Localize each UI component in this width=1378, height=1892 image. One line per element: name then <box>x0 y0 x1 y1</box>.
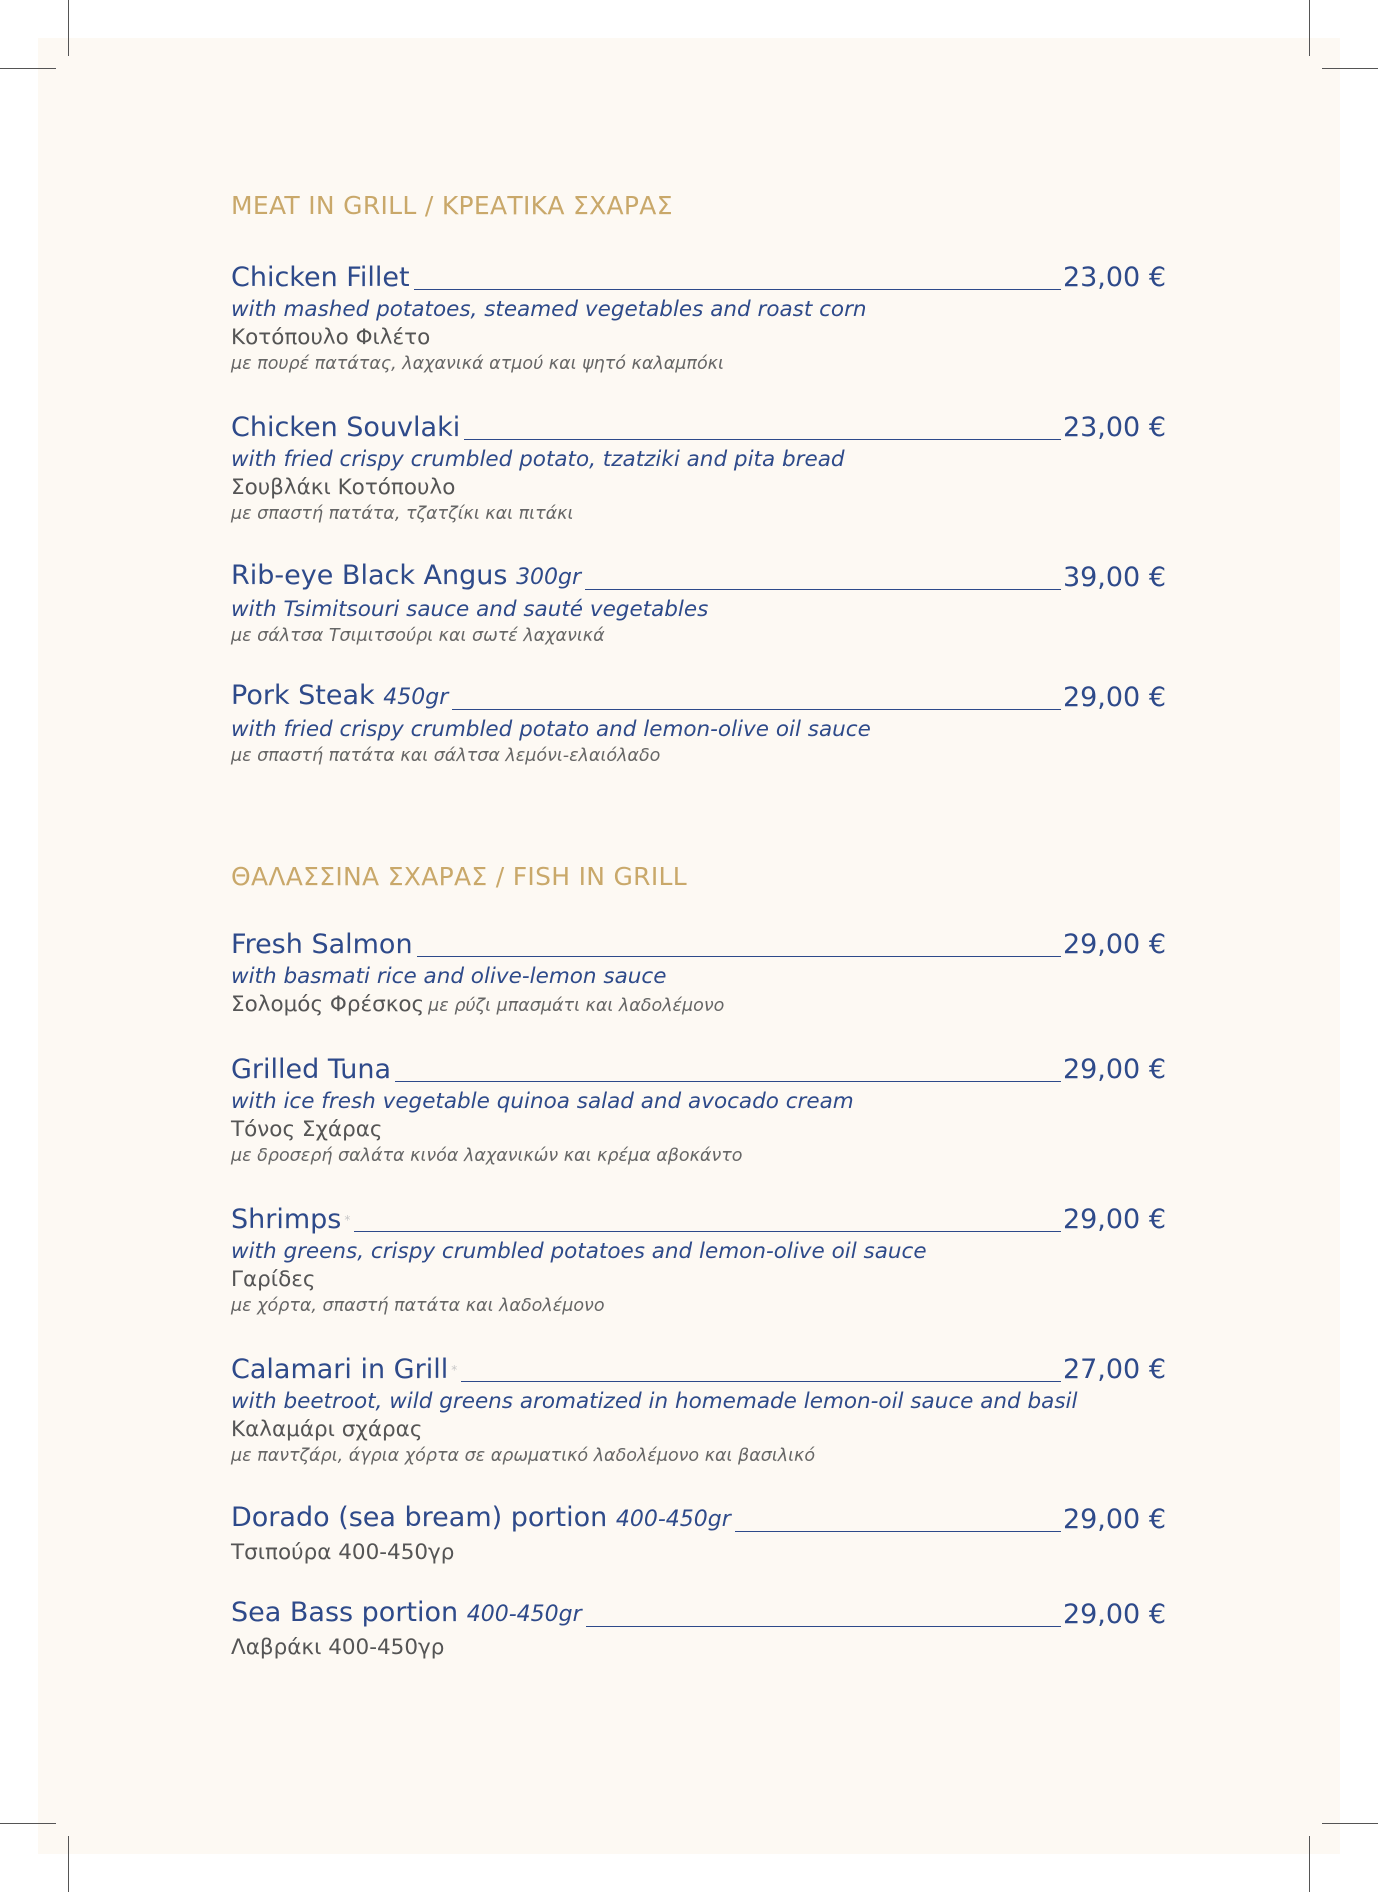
dotted-leader <box>354 1231 1061 1232</box>
section-title-fish: ΘΑΛΑΣΣΙΝΑ ΣΧΑΡΑΣ / FISH IN GRILL <box>231 862 687 891</box>
item-description-gr: με σπαστή πατάτα και σάλτσα λεμόνι-ελαιόλαδο <box>231 746 661 766</box>
item-weight: 450gr <box>383 685 449 710</box>
item-name: Sea Bass portion 400-450gr <box>231 1597 582 1628</box>
item-name-gr: Καλαμάρι σχάρας <box>231 1417 423 1442</box>
crop-mark <box>0 1823 56 1824</box>
item-weight: 400-450gr <box>615 1507 731 1532</box>
dotted-leader <box>452 709 1061 710</box>
item-name: Fresh Salmon <box>231 929 413 960</box>
menu-item-fresh-salmon <box>231 926 1166 1017</box>
menu-item-calamari <box>231 1351 1166 1466</box>
item-description-en: with fried crispy crumbled potato, tzatziki and pita bread <box>231 447 845 472</box>
item-description-gr: με σάλτσα Τσιμιτσούρι και σωτέ λαχανικά <box>231 626 605 646</box>
dotted-leader <box>414 289 1061 290</box>
dotted-leader <box>395 1081 1061 1082</box>
crop-mark <box>1309 0 1310 56</box>
item-price: 29,00 € <box>1062 1599 1166 1630</box>
item-price: 29,00 € <box>1062 929 1166 960</box>
item-description-gr: με ρύζι μπασμάτι και λαδολέμονο <box>428 996 725 1016</box>
section-title-meat: MEAT IN GRILL / ΚΡΕΑΤΙΚΑ ΣΧΑΡΑΣ <box>231 191 673 220</box>
menu-item-grilled-tuna <box>231 1051 1166 1166</box>
item-weight: 400-450gr <box>466 1602 582 1627</box>
asterisk-icon: * <box>451 1363 458 1377</box>
item-name: Shrimps * <box>231 1204 351 1235</box>
item-name-gr: Τόνος Σχάρας <box>231 1117 383 1142</box>
item-price: 29,00 € <box>1062 682 1166 713</box>
item-description-en: with Tsimitsouri sauce and sauté vegetables <box>231 597 709 622</box>
item-name: Pork Steak 450gr <box>231 680 449 711</box>
dotted-leader <box>461 1381 1061 1382</box>
item-name-gr: Σουβλάκι Κοτόπουλο <box>231 475 456 500</box>
item-price: 39,00 € <box>1062 562 1166 593</box>
item-name: Rib-eye Black Angus 300gr <box>231 560 582 591</box>
dotted-leader <box>585 589 1061 590</box>
item-description-en: with basmati rice and olive-lemon sauce <box>231 964 667 989</box>
dotted-leader <box>464 439 1061 440</box>
item-name-gr: Τσιπούρα 400-450γρ <box>231 1540 455 1565</box>
menu-item-pork-steak <box>231 679 1166 766</box>
menu-item-rib-eye <box>231 559 1166 646</box>
item-name: Chicken Fillet <box>231 262 410 293</box>
menu-item-shrimps <box>231 1201 1166 1316</box>
menu-item-chicken-souvlaki <box>231 409 1166 524</box>
dotted-leader <box>735 1531 1061 1532</box>
crop-mark <box>68 0 69 56</box>
item-price: 29,00 € <box>1062 1204 1166 1235</box>
item-description-en: with mashed potatoes, steamed vegetables and roast corn <box>231 297 867 322</box>
item-name-gr: Σολομός Φρέσκος με ρύζι μπασμάτι και λαδολέμονο <box>231 992 725 1017</box>
item-description-gr: με δροσερή σαλάτα κινόα λαχανικών και κρέμα αβοκάντο <box>231 1146 743 1166</box>
asterisk-icon: * <box>344 1213 351 1227</box>
crop-mark <box>1322 1823 1378 1824</box>
item-price: 29,00 € <box>1062 1504 1166 1535</box>
crop-mark <box>68 1836 69 1892</box>
item-price: 29,00 € <box>1062 1054 1166 1085</box>
item-description-gr: με χόρτα, σπαστή πατάτα και λαδολέμονο <box>231 1296 605 1316</box>
crop-mark <box>0 68 56 69</box>
item-name: Chicken Souvlaki <box>231 412 461 443</box>
item-weight: 300gr <box>516 565 582 590</box>
item-name: Dorado (sea bream) portion 400-450gr <box>231 1502 731 1533</box>
item-price: 23,00 € <box>1062 412 1166 443</box>
item-description-en: with fried crispy crumbled potato and lemon-olive oil sauce <box>231 717 871 742</box>
item-name: Grilled Tuna <box>231 1054 392 1085</box>
item-name-gr: Λαβράκι 400-450γρ <box>231 1635 445 1660</box>
item-description-en: with beetroot, wild greens aromatized in homemade lemon-oil sauce and basil <box>231 1389 1078 1414</box>
item-name-gr: Γαρίδες <box>231 1267 316 1292</box>
item-description-en: with ice fresh vegetable quinoa salad and avocado cream <box>231 1089 854 1114</box>
menu-item-sea-bass <box>231 1596 1166 1660</box>
item-description-en: with greens, crispy crumbled potatoes and lemon-olive oil sauce <box>231 1239 927 1264</box>
item-price: 27,00 € <box>1062 1354 1166 1385</box>
item-description-gr: με σπαστή πατάτα, τζατζίκι και πιτάκι <box>231 504 574 524</box>
dotted-leader <box>417 956 1061 957</box>
item-price: 23,00 € <box>1062 262 1166 293</box>
item-name-gr: Κοτόπουλο Φιλέτο <box>231 325 431 350</box>
item-name: Calamari in Grill * <box>231 1354 458 1385</box>
dotted-leader <box>586 1626 1061 1627</box>
item-description-gr: με παντζάρι, άγρια χόρτα σε αρωματικό λαδολέμονο και βασιλικό <box>231 1446 816 1466</box>
menu-item-dorado <box>231 1501 1166 1565</box>
menu-item-chicken-fillet <box>231 259 1166 374</box>
item-description-gr: με πουρέ πατάτας, λαχανικά ατμού και ψητό καλαμπόκι <box>231 354 724 374</box>
crop-mark <box>1322 68 1378 69</box>
crop-mark <box>1309 1836 1310 1892</box>
